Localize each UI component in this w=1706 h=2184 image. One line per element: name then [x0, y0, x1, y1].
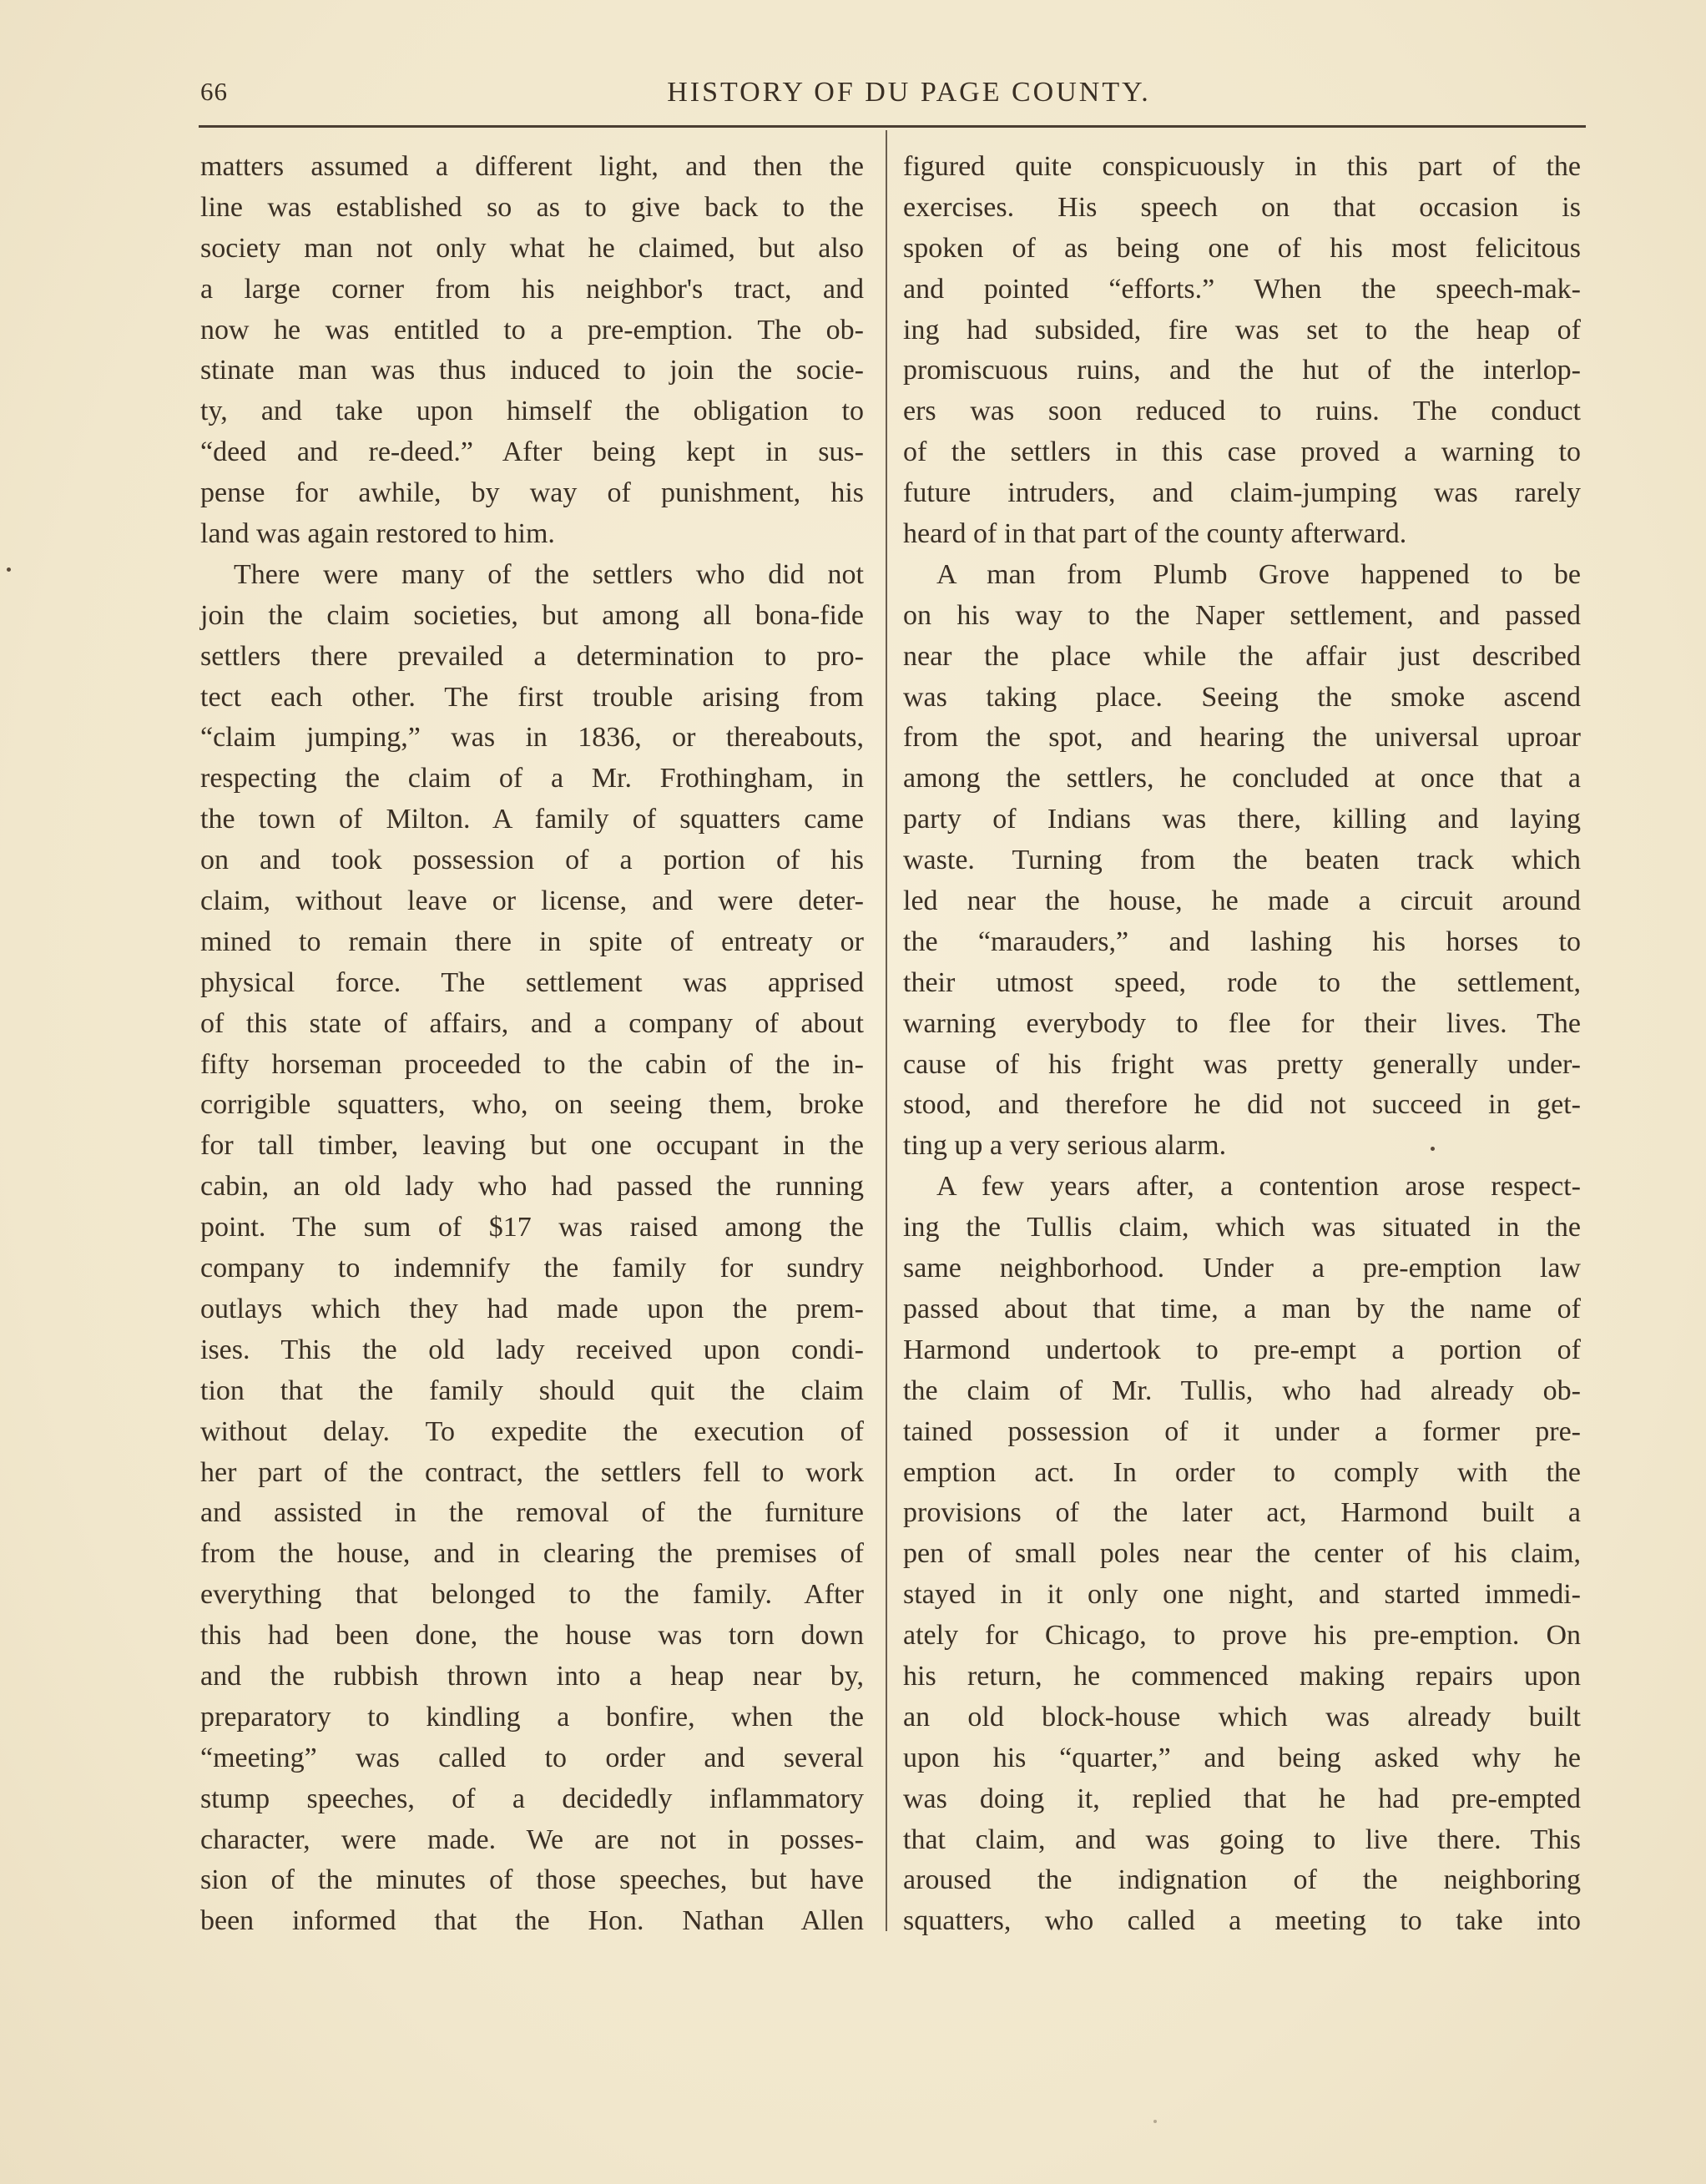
text-line: Harmond undertook to pre-empt a portion of — [903, 1334, 1581, 1365]
text-line: warning everybody to flee for their lives. The — [903, 1007, 1581, 1039]
text-line: tained possession of it under a former pre- — [903, 1415, 1581, 1447]
text-line: mined to remain there in spite of entreaty or — [200, 926, 864, 957]
text-line: from the house, and in clearing the premises of — [200, 1538, 864, 1570]
text-line: stinate man was thus induced to join the socie- — [200, 355, 864, 386]
text-line: “claim jumping,” was in 1836, or thereabouts, — [200, 722, 864, 754]
text-line: a large corner from his neighbor's tract, and — [200, 273, 864, 305]
paper-speck — [1431, 1147, 1435, 1151]
text-line: and pointed “efforts.” When the speech-mak- — [903, 273, 1581, 305]
text-line: pense for awhile, by way of punishment, his — [200, 477, 864, 509]
text-line: future intruders, and claim-jumping was rarely — [903, 477, 1581, 509]
text-line: character, were made. We are not in posses- — [200, 1823, 864, 1855]
text-line: tion that the family should quit the claim — [200, 1374, 864, 1406]
text-line: and assisted in the removal of the furniture — [200, 1497, 864, 1529]
text-line: now he was entitled to a pre-emption. The ob- — [200, 314, 864, 346]
text-line: respecting the claim of a Mr. Frothingham, in — [200, 763, 864, 794]
text-line: land was again restored to him. — [200, 518, 555, 550]
text-line: upon his “quarter,” and being asked why he — [903, 1742, 1581, 1773]
text-line: ty, and take upon himself the obligation to — [200, 396, 864, 427]
text-line: promiscuous ruins, and the hut of the interlop- — [903, 355, 1581, 386]
text-line: squatters, who called a meeting to take into — [903, 1905, 1581, 1937]
text-line: ately for Chicago, to prove his pre-emption. On — [903, 1620, 1581, 1652]
running-title: HISTORY OF DU PAGE COUNTY. — [667, 77, 1151, 108]
text-line: corrigible squatters, who, on seeing them, broke — [200, 1089, 864, 1121]
text-line: ting up a very serious alarm. — [903, 1130, 1227, 1162]
text-line: heard of in that part of the county afterward. — [903, 518, 1407, 550]
text-line: physical force. The settlement was apprised — [200, 966, 864, 998]
text-line: settlers there prevailed a determination to pro- — [200, 640, 864, 672]
text-line: passed about that time, a man by the name of — [903, 1293, 1581, 1324]
text-line: ises. This the old lady received upon condi- — [200, 1334, 864, 1365]
text-line: “deed and re-deed.” After being kept in sus- — [200, 436, 864, 468]
text-line: was doing it, replied that he had pre-empted — [903, 1783, 1581, 1814]
text-line: cause of his fright was pretty generally under- — [903, 1048, 1581, 1080]
text-line: without delay. To expedite the execution of — [200, 1415, 864, 1447]
text-line: was taking place. Seeing the smoke ascend — [903, 681, 1581, 713]
text-line: everything that belonged to the family. After — [200, 1579, 864, 1611]
text-line: pen of small poles near the center of his claim, — [903, 1538, 1581, 1570]
page-number: 66 — [200, 77, 228, 106]
text-line: fifty horseman proceeded to the cabin of the in- — [200, 1048, 864, 1080]
text-line: figured quite conspicuously in this part of the — [903, 151, 1581, 182]
text-line: provisions of the later act, Harmond built a — [903, 1497, 1581, 1529]
text-line: among the settlers, he concluded at once that a — [903, 763, 1581, 794]
text-line: an old block-house which was already built — [903, 1701, 1581, 1733]
page-header — [199, 77, 1586, 119]
text-line: from the spot, and hearing the universal uproar — [903, 722, 1581, 754]
header-rule — [199, 125, 1586, 128]
text-line: the town of Milton. A family of squatters came — [200, 804, 864, 835]
text-line: exercises. His speech on that occasion is — [903, 191, 1581, 223]
paper-speck — [1153, 2120, 1157, 2123]
text-line: this had been done, the house was torn down — [200, 1620, 864, 1652]
left-column — [200, 147, 864, 1942]
text-line: point. The sum of $17 was raised among the — [200, 1212, 864, 1243]
text-line: sion of the minutes of those speeches, but have — [200, 1864, 864, 1896]
paper-speck — [7, 567, 11, 572]
text-line: preparatory to kindling a bonfire, when the — [200, 1701, 864, 1733]
text-line: led near the house, he made a circuit around — [903, 885, 1581, 917]
text-line: been informed that the Hon. Nathan Allen — [200, 1905, 864, 1937]
text-line: claim, without leave or license, and were deter- — [200, 885, 864, 917]
text-line: line was established so as to give back to the — [200, 191, 864, 223]
text-line: stump speeches, of a decidedly inflammatory — [200, 1783, 864, 1814]
text-line: company to indemnify the family for sundry — [200, 1253, 864, 1284]
text-line: on his way to the Naper settlement, and passed — [903, 599, 1581, 631]
text-line: for tall timber, leaving but one occupant in the — [200, 1130, 864, 1162]
text-line: the claim of Mr. Tullis, who had already ob- — [903, 1374, 1581, 1406]
text-line: her part of the contract, the settlers fell to work — [200, 1456, 864, 1488]
text-line: outlays which they had made upon the prem- — [200, 1293, 864, 1324]
text-line: on and took possession of a portion of his — [200, 845, 864, 876]
text-line: aroused the indignation of the neighboring — [903, 1864, 1581, 1896]
text-line: ing had subsided, fire was set to the heap of — [903, 314, 1581, 346]
text-line: stayed in it only one night, and started immedi- — [903, 1579, 1581, 1611]
text-line: the “marauders,” and lashing his horses to — [903, 926, 1581, 957]
text-line: same neighborhood. Under a pre-emption law — [903, 1253, 1581, 1284]
text-line: his return, he commenced making repairs upon — [903, 1660, 1581, 1692]
text-line: A few years after, a contention arose respect- — [936, 1171, 1581, 1203]
text-line: society man not only what he claimed, but also — [200, 232, 864, 264]
text-line: of the settlers in this case proved a warning to — [903, 436, 1581, 468]
right-column — [903, 147, 1581, 1942]
text-line: matters assumed a different light, and then the — [200, 151, 864, 182]
text-line: their utmost speed, rode to the settlement, — [903, 966, 1581, 998]
text-line: A man from Plumb Grove happened to be — [936, 558, 1581, 590]
text-line: emption act. In order to comply with the — [903, 1456, 1581, 1488]
text-line: spoken of as being one of his most felicitous — [903, 232, 1581, 264]
text-line: There were many of the settlers who did not — [234, 558, 864, 590]
column-divider — [886, 130, 887, 1931]
text-line: ing the Tullis claim, which was situated in the — [903, 1212, 1581, 1243]
text-line: join the claim societies, but among all bona-fide — [200, 599, 864, 631]
text-line: stood, and therefore he did not succeed in get- — [903, 1089, 1581, 1121]
text-line: of this state of affairs, and a company of about — [200, 1007, 864, 1039]
text-line: that claim, and was going to live there. This — [903, 1823, 1581, 1855]
text-line: party of Indians was there, killing and laying — [903, 804, 1581, 835]
text-line: “meeting” was called to order and several — [200, 1742, 864, 1773]
text-line: and the rubbish thrown into a heap near by, — [200, 1660, 864, 1692]
text-line: tect each other. The first trouble arising from — [200, 681, 864, 713]
text-line: near the place while the affair just described — [903, 640, 1581, 672]
text-line: cabin, an old lady who had passed the running — [200, 1171, 864, 1203]
text-line: waste. Turning from the beaten track which — [903, 845, 1581, 876]
text-line: ers was soon reduced to ruins. The conduct — [903, 396, 1581, 427]
